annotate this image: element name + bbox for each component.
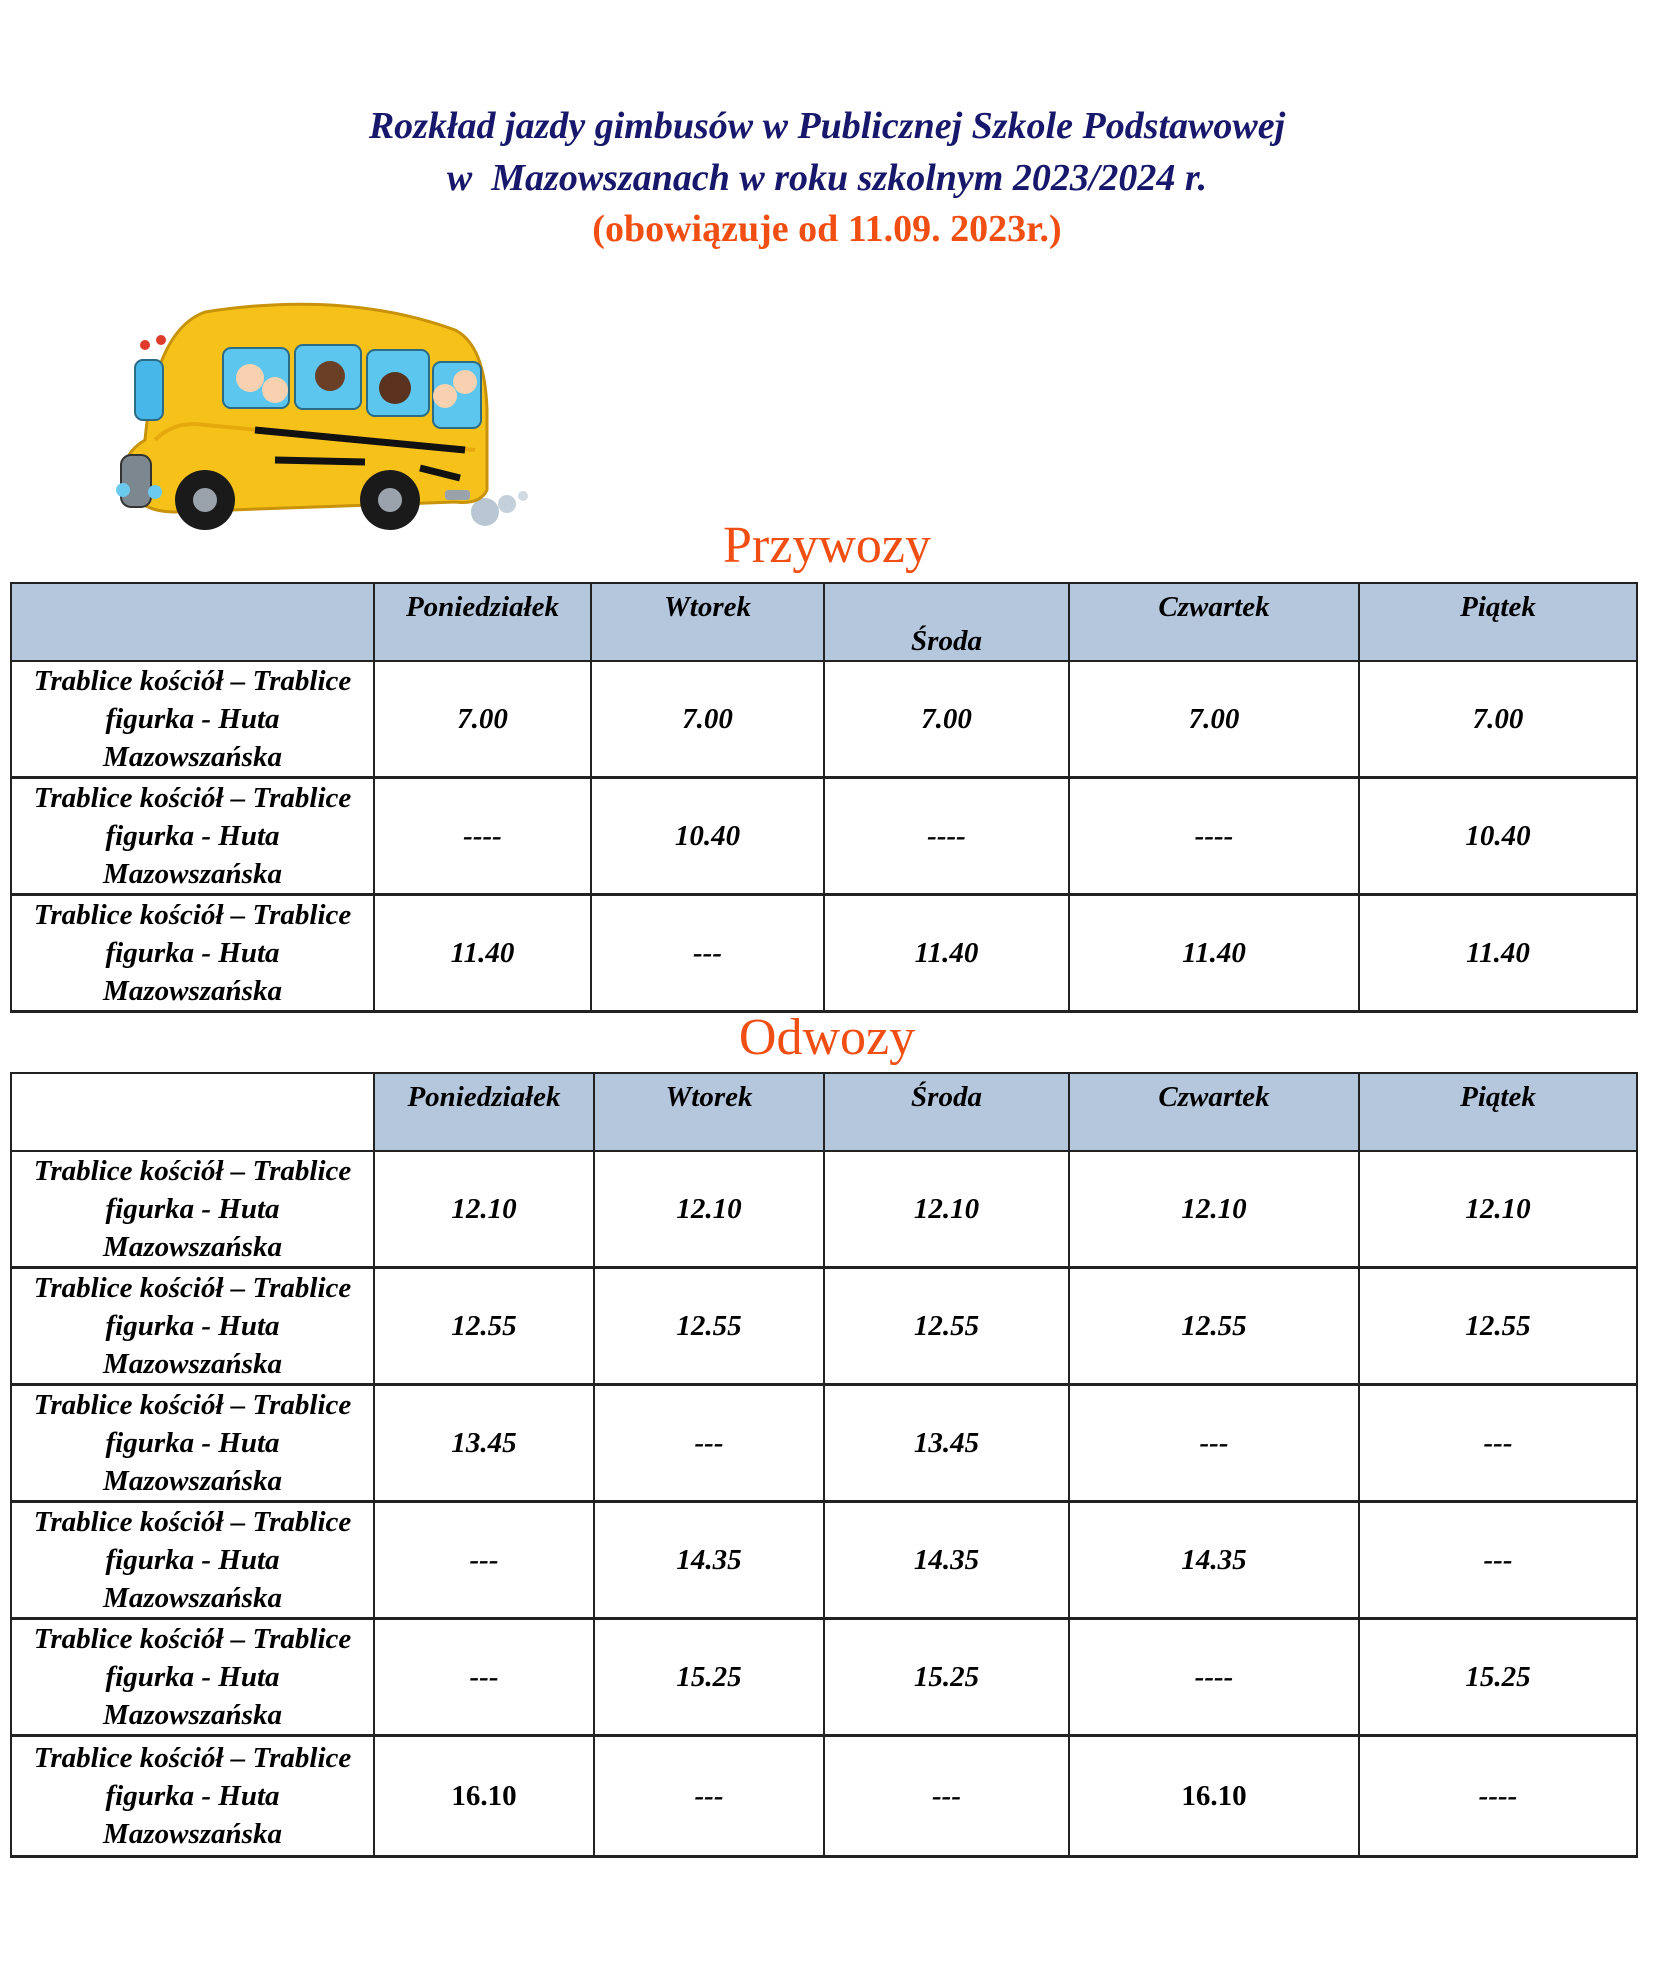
time-cell: 10.40 xyxy=(1359,778,1637,895)
table-header-row xyxy=(11,583,1637,661)
table-row xyxy=(11,1502,1637,1619)
time-cell: 13.45 xyxy=(374,1385,594,1502)
table-row xyxy=(11,1385,1637,1502)
time-cell: --- xyxy=(824,1736,1069,1857)
header-wednesday: Środa xyxy=(824,583,1069,661)
table-row xyxy=(11,778,1637,895)
time-cell: ---- xyxy=(1069,1619,1359,1736)
header-tuesday: Wtorek xyxy=(591,583,824,661)
header-cell-blank xyxy=(11,1073,374,1151)
time-cell: --- xyxy=(594,1736,824,1857)
time-cell: 7.00 xyxy=(1359,661,1637,778)
time-cell: 10.40 xyxy=(591,778,824,895)
table-header-row xyxy=(11,1073,1637,1151)
bus-stripe xyxy=(275,460,365,462)
time-cell: ---- xyxy=(1069,778,1359,895)
time-cell: ---- xyxy=(374,778,591,895)
child-face xyxy=(433,384,457,408)
time-cell: 12.55 xyxy=(374,1268,594,1385)
time-cell: ---- xyxy=(1359,1736,1637,1857)
time-cell: 7.00 xyxy=(824,661,1069,778)
child-face xyxy=(453,370,477,394)
route-cell: Trablice kościół – Trablice figurka - Huta Mazowszańska xyxy=(11,895,374,1012)
route-cell: Trablice kościół – Trablice figurka - Huta Mazowszańska xyxy=(11,661,374,778)
route-cell: Trablice kościół – Trablice figurka - Huta Mazowszańska xyxy=(11,1736,374,1857)
time-cell: 12.10 xyxy=(1069,1151,1359,1268)
header-tuesday: Wtorek xyxy=(594,1073,824,1151)
time-cell: --- xyxy=(1359,1502,1637,1619)
title-line-2: w Mazowszanach w roku szkolnym 2023/2024 r. xyxy=(446,157,1208,199)
time-cell: 16.10 xyxy=(1069,1736,1359,1857)
time-cell: 15.25 xyxy=(1359,1619,1637,1736)
route-cell: Trablice kościół – Trablice figurka - Huta Mazowszańska xyxy=(11,1385,374,1502)
time-cell: 7.00 xyxy=(591,661,824,778)
child-face xyxy=(236,364,264,392)
header-monday: Poniedziałek xyxy=(374,1073,594,1151)
header-friday: Piątek xyxy=(1359,1073,1637,1151)
time-cell: 11.40 xyxy=(1359,895,1637,1012)
time-cell: --- xyxy=(594,1385,824,1502)
time-cell: 12.10 xyxy=(824,1151,1069,1268)
document-header xyxy=(0,100,1654,254)
time-cell: 12.10 xyxy=(1359,1151,1637,1268)
time-cell: 12.55 xyxy=(1069,1268,1359,1385)
time-cell: --- xyxy=(374,1619,594,1736)
wheel-hub xyxy=(193,488,217,512)
time-cell: --- xyxy=(1069,1385,1359,1502)
odwozy-title: Odwozy xyxy=(738,1009,916,1066)
header-thursday: Czwartek xyxy=(1069,1073,1359,1151)
time-cell: 11.40 xyxy=(1069,895,1359,1012)
table-row xyxy=(11,895,1637,1012)
headlight xyxy=(116,483,130,497)
header-cell-blank xyxy=(11,583,374,661)
time-cell: 12.10 xyxy=(374,1151,594,1268)
time-cell: 14.35 xyxy=(594,1502,824,1619)
table-row xyxy=(11,1736,1637,1857)
header-wednesday: Środa xyxy=(824,1073,1069,1151)
child-face xyxy=(262,377,288,403)
validity-date: (obowiązuje od 11.09. 2023r.) xyxy=(592,208,1062,250)
roof-light xyxy=(156,335,166,345)
route-cell: Trablice kościół – Trablice figurka - Huta Mazowszańska xyxy=(11,1619,374,1736)
time-cell: 11.40 xyxy=(374,895,591,1012)
wheel-hub xyxy=(378,488,402,512)
child-face xyxy=(379,372,411,404)
table-row xyxy=(11,1268,1637,1385)
time-cell: 7.00 xyxy=(374,661,591,778)
bus-window xyxy=(135,360,163,420)
title-line-1: Rozkład jazdy gimbusów w Publicznej Szkole Podstawowej xyxy=(368,105,1286,147)
time-cell: 14.35 xyxy=(824,1502,1069,1619)
header-friday: Piątek xyxy=(1359,583,1637,661)
time-cell: 12.55 xyxy=(824,1268,1069,1385)
przywozy-table xyxy=(10,582,1638,1013)
table-row xyxy=(11,1151,1637,1268)
roof-light xyxy=(140,340,150,350)
child-face xyxy=(315,361,345,391)
route-cell: Trablice kościół – Trablice figurka - Huta Mazowszańska xyxy=(11,778,374,895)
exhaust-puff xyxy=(518,491,528,501)
route-cell: Trablice kościół – Trablice figurka - Huta Mazowszańska xyxy=(11,1502,374,1619)
route-cell: Trablice kościół – Trablice figurka - Huta Mazowszańska xyxy=(11,1268,374,1385)
headlight xyxy=(148,485,162,499)
time-cell: 15.25 xyxy=(824,1619,1069,1736)
time-cell: 12.10 xyxy=(594,1151,824,1268)
time-cell: --- xyxy=(591,895,824,1012)
time-cell: 11.40 xyxy=(824,895,1069,1012)
time-cell: 15.25 xyxy=(594,1619,824,1736)
bus-grille xyxy=(121,455,151,507)
time-cell: 16.10 xyxy=(374,1736,594,1857)
time-cell: 13.45 xyxy=(824,1385,1069,1502)
time-cell: 7.00 xyxy=(1069,661,1359,778)
time-cell: --- xyxy=(1359,1385,1637,1502)
route-cell: Trablice kościół – Trablice figurka - Huta Mazowszańska xyxy=(11,1151,374,1268)
header-thursday: Czwartek xyxy=(1069,583,1359,661)
time-cell: ---- xyxy=(824,778,1069,895)
time-cell: 12.55 xyxy=(594,1268,824,1385)
table-row xyxy=(11,1619,1637,1736)
header-monday: Poniedziałek xyxy=(374,583,591,661)
bumper xyxy=(445,490,470,500)
table-row xyxy=(11,661,1637,778)
time-cell: 14.35 xyxy=(1069,1502,1359,1619)
exhaust-puff xyxy=(498,495,516,513)
time-cell: --- xyxy=(374,1502,594,1619)
odwozy-table xyxy=(10,1072,1638,1858)
school-bus-icon xyxy=(115,290,545,540)
time-cell: 12.55 xyxy=(1359,1268,1637,1385)
przywozy-title: Przywozy xyxy=(723,517,931,574)
